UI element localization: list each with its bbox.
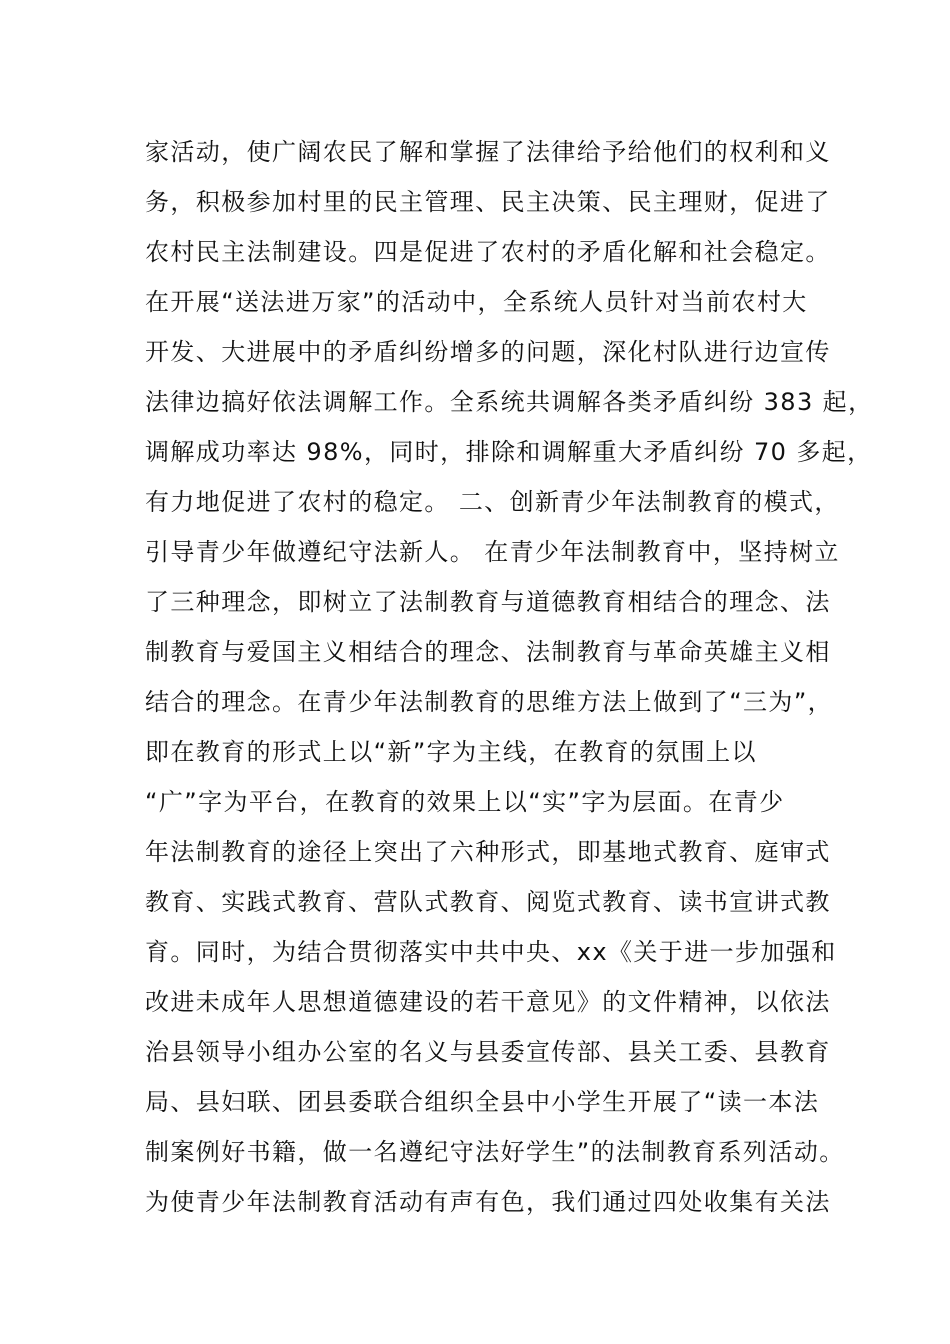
text-line: 在开展“送法进万家”的活动中，全系统人员针对当前农村大 [145,288,808,316]
text-line: 了三种理念，即树立了法制教育与道德教育相结合的理念、法 [145,588,831,616]
text-line: 治县领导小组办公室的名义与县委宣传部、县关工委、县教育 [145,1038,831,1066]
text-line: 制教育与爱国主义相结合的理念、法制教育与革命英雄主义相 [145,638,831,666]
text-line: 教育、实践式教育、营队式教育、阅览式教育、读书宣讲式教 [145,888,831,916]
text-line: 调解成功率达 98%，同时，排除和调解重大矛盾纠纷 70 多起， [145,438,873,466]
text-line: 开发、大进展中的矛盾纠纷增多的问题，深化村队进行边宣传 [145,338,831,366]
text-line: 即在教育的形式上以“新”字为主线，在教育的氛围上以 [145,738,757,766]
text-line: 育。同时，为结合贯彻落实中共中央、xx《关于进一步加强和 [145,938,837,966]
text-line: 结合的理念。在青少年法制教育的思维方法上做到了“三为”， [145,688,834,716]
text-line: 制案例好书籍，做一名遵纪守法好学生”的法制教育系列活动。 [145,1138,845,1166]
text-line: 法律边搞好依法调解工作。全系统共调解各类矛盾纠纷 383 起， [145,388,874,416]
text-line: 局、县妇联、团县委联合组织全县中小学生开展了“读一本法 [145,1088,820,1116]
text-line: 务，积极参加村里的民主管理、民主决策、民主理财，促进了 [145,188,831,216]
text-line: 引导青少年做遵纪守法新人。 在青少年法制教育中，坚持树立 [145,538,840,566]
text-line: 为使青少年法制教育活动有声有色，我们通过四处收集有关法 [145,1188,831,1216]
text-line: 有力地促进了农村的稳定。 二、创新青少年法制教育的模式， [145,488,840,516]
text-line: 改进未成年人思想道德建设的若干意见》的文件精神，以依法 [145,988,831,1016]
text-line: “广”字为平台，在教育的效果上以“实”字为层面。在青少 [145,788,785,816]
text-line: 家活动，使广阔农民了解和掌握了法律给予给他们的权利和义 [145,138,831,166]
text-line: 农村民主法制建设。四是促进了农村的矛盾化解和社会稳定。 [145,238,831,266]
text-line: 年法制教育的途径上突出了六种形式，即基地式教育、庭审式 [145,838,831,866]
